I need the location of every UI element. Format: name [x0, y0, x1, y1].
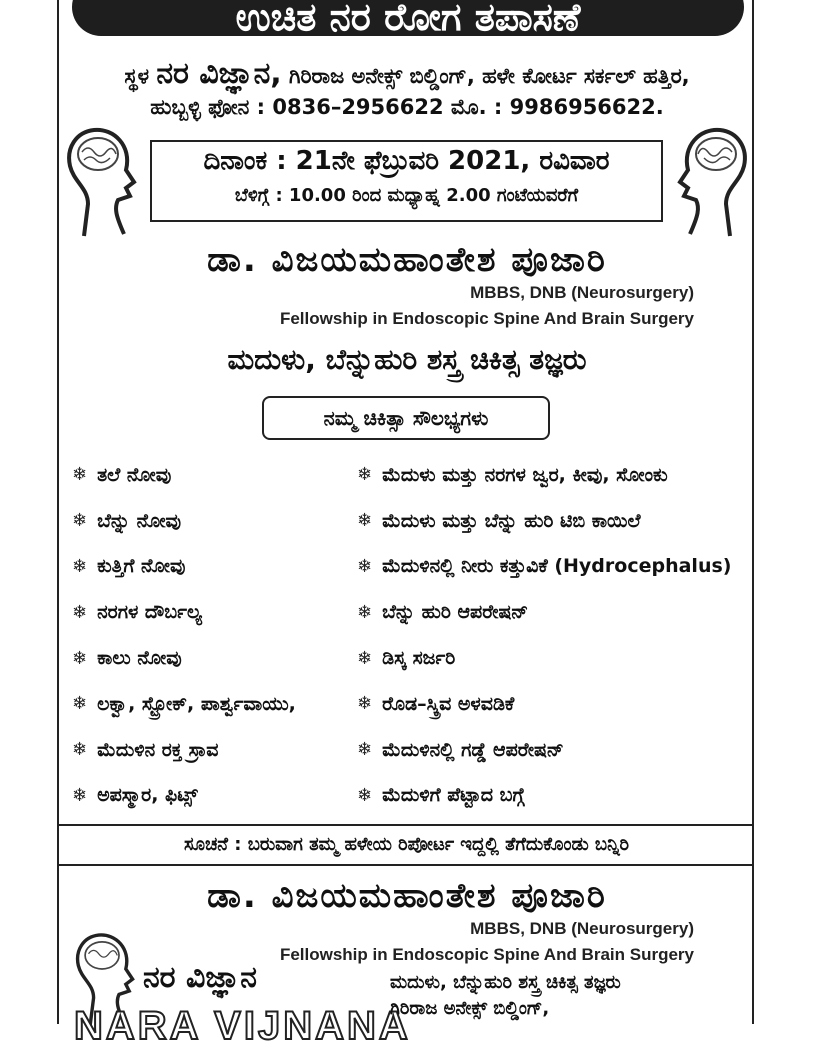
brain-head-right-icon [668, 124, 750, 246]
service-label: ಅಪಸ್ಮಾರ, ಫಿಟ್ಸ್ [97, 784, 198, 807]
venue-line-2: ಹುಬ್ಬಳ್ಳಿ ಫೋನ : 0836–2956622 ಮೊ. : 9986956622. [150, 95, 664, 119]
service-item [357, 498, 731, 544]
snowflake-bullet-icon: ❄ [357, 510, 373, 532]
venue-line-1 [60, 56, 754, 91]
title-text: ಉಚಿತ ನರ ರೋಗ ತಪಾಸಣೆ [235, 0, 581, 36]
service-item [357, 681, 731, 727]
service-label: ಮೆದುಳು ಮತ್ತು ಬೆನ್ನು ಹುರಿ ಟಿಬಿ ಕಾಯಿಲೆ [382, 509, 641, 532]
snowflake-bullet-icon: ❄ [357, 601, 373, 623]
footer-doctor-name: ಡಾ. ವಿಜಯಮಹಾಂತೇಶ ಪೂಜಾರಿ [207, 876, 607, 916]
doctor-qualifications [280, 283, 694, 329]
service-item [72, 635, 296, 681]
venue-address: ಗಿರಿರಾಜ ಅನೇಕ್ಸ್ ಬಿಲ್ಡಿಂಗ್, ಹಳೇ ಕೋರ್ಟ ಸರ್ಕಲ್ ಹತ್ತಿರ, [288, 64, 690, 88]
service-item [357, 589, 731, 635]
service-item [72, 589, 296, 635]
doctor-name: ಡಾ. ವಿಜಯಮಹಾಂತೇಶ ಪೂಜಾರಿ [207, 240, 607, 280]
brand-kannada: ನರ ವಿಜ್ಞಾನ [143, 960, 257, 995]
title-banner [72, 0, 744, 36]
doctor-degrees: MBBS, DNB (Neurosurgery) [470, 283, 694, 302]
service-label: ಮೆದುಳಿನಲ್ಲಿ ಗಡ್ಡೆ ಆಪರೇಷನ್ [382, 738, 564, 761]
venue-name: ನರ ವಿಜ್ಞಾನ, [156, 56, 282, 91]
doctor-fellowship: Fellowship in Endoscopic Spine And Brain Surgery [279, 309, 694, 328]
snowflake-bullet-icon: ❄ [72, 601, 88, 623]
footer-address-block [390, 970, 621, 1022]
schedule-box [150, 140, 663, 222]
service-label: ಮೆದುಳಿನ ರಕ್ತ ಸ್ರಾವ [97, 738, 219, 761]
service-label: ಮೆದುಳು ಮತ್ತು ನರಗಳ ಜ್ವರ, ಕೀವು, ಸೋಂಕು [382, 463, 668, 486]
service-label: ಬೆನ್ನು ಹುರಿ ಆಪರೇಷನ್ [382, 601, 529, 624]
note-bar: ಸೂಚನೆ : ಬರುವಾಗ ತಮ್ಮ ಹಳೇಯ ರಿಪೋರ್ಟ ಇದ್ದಲ್ಲಿ ತೆಗೆದುಕೊಂಡು ಬನ್ನಿರಿ [59, 824, 754, 866]
service-label: ಕಾಲು ನೋವು [97, 647, 182, 670]
service-item [72, 773, 296, 819]
service-item [357, 635, 731, 681]
snowflake-bullet-icon: ❄ [72, 739, 88, 761]
facilities-heading: ನಮ್ಮ ಚಿಕಿತ್ಸಾ ಸೌಲಭ್ಯಗಳು [262, 396, 550, 440]
snowflake-bullet-icon: ❄ [72, 510, 88, 532]
snowflake-bullet-icon: ❄ [72, 555, 88, 577]
service-label: ಮೆದುಳಿನಲ್ಲಿ ನೀರು ಕತ್ತುವಿಕೆ (Hydrocephalus) [382, 555, 732, 578]
footer-degrees: MBBS, DNB (Neurosurgery) [470, 919, 694, 938]
service-label: ರೊಡ–ಸ್ಕ್ರಿವ ಅಳವಡಿಕೆ [382, 692, 515, 715]
service-item [72, 544, 296, 590]
snowflake-bullet-icon: ❄ [357, 739, 373, 761]
service-label: ನರಗಳ ದೌರ್ಬಲ್ಯ [97, 601, 202, 624]
footer-specialty: ಮದುಳು, ಬೆನ್ನುಹುರಿ ಶಸ್ತ್ರ ಚಿಕಿತ್ಸ ತಜ್ಞರು [390, 972, 621, 993]
snowflake-bullet-icon: ❄ [357, 647, 373, 669]
brand-logo [68, 930, 411, 1048]
service-item [357, 452, 731, 498]
footer-address: ಗಿರಿರಾಜ ಅನೇಕ್ಸ್ ಬಿಲ್ಡಿಂಗ್, [390, 998, 550, 1019]
footer-qualifications [280, 919, 694, 965]
service-item [357, 727, 731, 773]
service-label: ಬೆನ್ನು ನೋವು [97, 509, 182, 532]
snowflake-bullet-icon: ❄ [72, 693, 88, 715]
services-right-list [357, 452, 731, 818]
service-item [72, 727, 296, 773]
event-time: ಬೆಳಿಗ್ಗೆ : 10.00 ರಿಂದ ಮಧ್ಯಾಹ್ನ 2.00 ಗಂಟೆಯವರೆಗೆ [234, 185, 579, 206]
service-item [357, 544, 731, 590]
service-item [72, 681, 296, 727]
service-label: ಡಿಸ್ಕ ಸರ್ಜರಿ [382, 647, 456, 670]
snowflake-bullet-icon: ❄ [72, 784, 88, 806]
snowflake-bullet-icon: ❄ [72, 464, 88, 486]
brand-english: NARA VIJNANA [74, 1004, 411, 1048]
service-item [357, 773, 731, 819]
service-label: ಲಕ್ವಾ, ಸ್ಟ್ರೋಕ್, ಪಾರ್ಶ್ವವಾಯು, [97, 692, 296, 715]
event-date: ದಿನಾಂಕ : 21ನೇ ಫೆಬ್ರುವರಿ 2021, ರವಿವಾರ [203, 146, 610, 176]
doctor-specialty: ಮದುಳು, ಬೆನ್ನುಹುರಿ ಶಸ್ತ್ರ ಚಿಕಿತ್ಸ ತಜ್ಞರು [227, 343, 587, 376]
service-item [72, 498, 296, 544]
snowflake-bullet-icon: ❄ [357, 464, 373, 486]
service-label: ಮೆದುಳಿಗೆ ಪೆಟ್ಟಾದ ಬಗ್ಗೆ [382, 784, 525, 807]
service-item [72, 452, 296, 498]
snowflake-bullet-icon: ❄ [357, 693, 373, 715]
service-label: ತಲೆ ನೋವು [97, 463, 172, 486]
venue-prefix: ಸ್ಥಳ [124, 64, 150, 88]
service-label: ಕುತ್ತಿಗೆ ನೋವು [97, 555, 186, 578]
services-left-list [72, 452, 296, 818]
snowflake-bullet-icon: ❄ [72, 647, 88, 669]
snowflake-bullet-icon: ❄ [357, 555, 373, 577]
brain-head-left-icon [64, 124, 146, 246]
footer-fellowship: Fellowship in Endoscopic Spine And Brain Surgery [279, 945, 694, 964]
snowflake-bullet-icon: ❄ [357, 784, 373, 806]
